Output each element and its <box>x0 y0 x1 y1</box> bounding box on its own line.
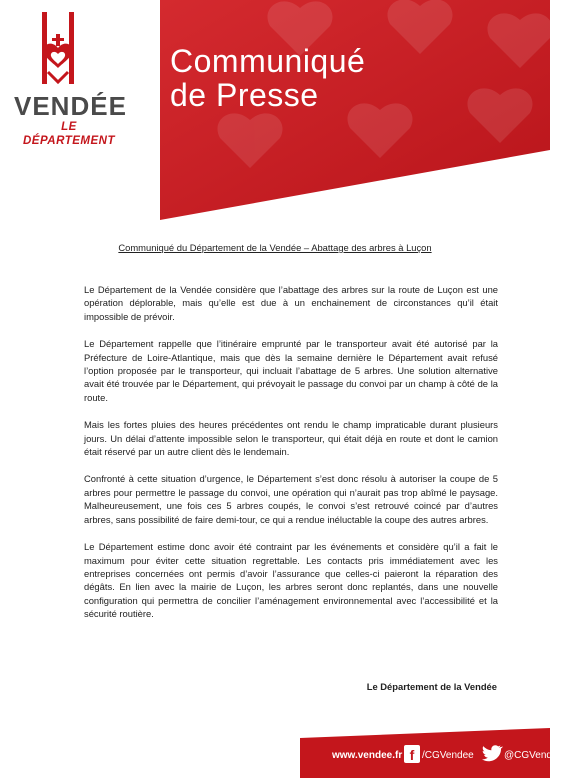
document-subject: Communiqué du Département de la Vendée – Abattage des arbres à Luçon <box>118 242 432 253</box>
twitter-icon[interactable] <box>482 744 502 762</box>
brand-name: VENDÉE <box>14 91 127 121</box>
facebook-icon[interactable]: f <box>404 745 420 763</box>
page-footer <box>0 728 563 778</box>
paragraph: Le Département de la Vendée considère que l’abattage des arbres sur la route de Luçon est une opération déplorable, mais qu’elle est due à un enchainement de circonstances qu’il était impossible de prévoir. <box>84 284 498 322</box>
title-line-2: de Presse <box>170 77 319 113</box>
paragraph: Le Département rappelle que l’itinéraire emprunté par le transporteur avait été autorisé par la Préfecture de Loire-Atlantique, mais que dès la semaine dernière le Département avait refusé l’option proposée par le transporteur, qui incluait l’abattage de 5 arbres. Une solution alternative avait été trouvée par le Département, qui prévoyait le passage du convoi par un champ à côté de la route. <box>84 338 498 403</box>
paragraph: Confronté à cette situation d’urgence, le Département s’est donc résolu à autoriser la coupe de 5 arbres pour permettre le passage du convoi, une opération qui n’aurait pas trop abîmé le paysage. Malheureusement, une fois ces 5 arbres coupés, le convoi s’est retrouvé coincé par d’autres arbres, sans possibilité de faire demi-tour, ce qui a rendue inéluctable la coupe des autres arbres. <box>84 473 498 525</box>
website-link[interactable]: www.vendee.fr <box>332 750 403 761</box>
document-body <box>84 283 498 635</box>
page-header <box>0 0 550 220</box>
twitter-handle[interactable]: @CGVendee <box>504 750 563 761</box>
page-title <box>170 44 365 112</box>
vendee-heart-logo-icon <box>36 12 80 92</box>
paragraph: Mais les fortes pluies des heures précédentes ont rendu le champ impraticable durant plusieurs jours. Un délai d’attente impossible selon le transporteur, qui était déjà en route et dont le camion était réservé par un autre client dès le lendemain. <box>84 419 498 458</box>
facebook-handle[interactable]: /CGVendee <box>422 750 474 761</box>
paragraph: Le Département estime donc avoir été contraint par les événements et considère qu’il a fait le maximum pour éviter cette situation regrettable. Les contacts pris immédiatement avec les entreprises concernées ont permis d’avoir l’assurance que celles-ci paieront la réparation des dégâts. En lien avec la mairie de Luçon, les arbres seront donc replantés, dans une nouvelle configuration qui permettra de concilier l’aménagement environnemental avec l’accessibilité et la sécurité routière. <box>84 541 498 620</box>
title-line-1: Communiqué <box>170 43 366 79</box>
brand-subtitle: LE DÉPARTEMENT <box>23 121 115 147</box>
signature: Le Département de la Vendée <box>366 681 497 692</box>
brand-block <box>14 91 127 148</box>
